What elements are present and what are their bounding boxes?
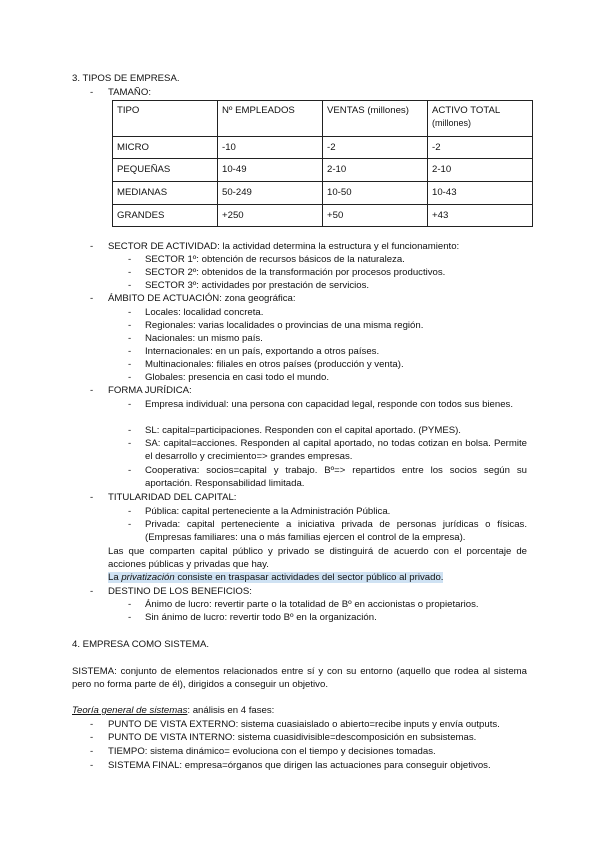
table-cell: GRANDES [113, 205, 218, 227]
list-item: TIEMPO: sistema dinámico= evoluciona con el tiempo y decisiones tomadas. [108, 746, 436, 757]
list-item: Cooperativa: socios=capital y trabajo. Bº=> repartidos entre los socios según su aportación. Responsabilidad limitada. [145, 465, 527, 489]
table-cell: -2 [428, 137, 533, 159]
bullet-dash: - [128, 333, 132, 344]
table-cell: 10-49 [218, 159, 323, 182]
size-table [112, 100, 533, 227]
list-item: Nacionales: un mismo país. [145, 333, 263, 344]
bullet-dash: - [128, 267, 132, 278]
table-row [113, 137, 533, 159]
bullet-dash: - [90, 732, 94, 743]
table-cell: 2-10 [323, 159, 428, 182]
bullet-dash: - [90, 719, 94, 730]
list-item: SL: capital=participaciones. Responden con el capital aportado. (PYMES). [145, 425, 461, 436]
teoria-line [72, 704, 274, 717]
list-item: Pública: capital perteneciente a la Administración Pública. [145, 506, 391, 517]
destino-label: DESTINO DE LOS BENEFICIOS: [108, 586, 252, 597]
privatizacion-word: privatización [121, 572, 175, 583]
sector-label: SECTOR DE ACTIVIDAD: la actividad determina la estructura y el funcionamiento: [108, 241, 460, 252]
privatizacion-line [108, 571, 443, 584]
bullet-dash: - [128, 254, 132, 265]
list-item: Privada: capital perteneciente a iniciativa privada de personas jurídicas o físicas. (Empresas familiares: una o más familias ejercen el control de la empresa). [145, 519, 527, 543]
table-cell: 50-249 [218, 182, 323, 205]
bullet-dash: - [128, 346, 132, 357]
list-item: Sin ánimo de lucro: revertir todo Bº en la organización. [145, 612, 377, 623]
list-item: SECTOR 3º: actividades por prestación de servicios. [145, 280, 370, 291]
bullet-dash: - [90, 586, 94, 597]
list-item: SECTOR 2º: obtenidos de la transformación por procesos productivos. [145, 267, 446, 278]
table-cell: -2 [323, 137, 428, 159]
list-item: SA: capital=acciones. Responden al capital aportado, no todas cotizan en bolsa. Permite el desarrollo y crecimiento=> grandes empresas. [145, 438, 527, 462]
teoria-label: Teoría general de sistemas [72, 705, 188, 716]
tamano-label: TAMAÑO: [108, 87, 151, 98]
table-cell: +43 [428, 205, 533, 227]
table-row [113, 182, 533, 205]
table-cell: MEDIANAS [113, 182, 218, 205]
list-item: PUNTO DE VISTA EXTERNO: sistema cuasiaislado o abierto=recibe inputs y envía outputs. [108, 719, 500, 730]
list-item: Globales: presencia en casi todo el mundo. [145, 372, 329, 383]
table-cell: MICRO [113, 137, 218, 159]
bullet-dash: - [128, 506, 132, 517]
bullet-dash: - [128, 519, 132, 530]
header-cell: VENTAS (millones) [323, 101, 428, 137]
table-cell: 10-43 [428, 182, 533, 205]
table-cell: PEQUEÑAS [113, 159, 218, 182]
sistema-definition: SISTEMA: conjunto de elementos relacionados entre sí y con su entorno (aquello que rodea al sistema pero no forma parte de él), dirigidos a conseguir un objetivo. [72, 666, 527, 690]
table-cell: +250 [218, 205, 323, 227]
bullet-dash: - [90, 760, 94, 771]
table-row [113, 159, 533, 182]
header-cell: Nº EMPLEADOS [218, 101, 323, 137]
section-4-title: 4. EMPRESA COMO SISTEMA. [72, 639, 210, 650]
section-3-title: 3. TIPOS DE EMPRESA. [72, 73, 180, 84]
privatizacion-post: consiste en traspasar actividades del sector público al privado. [174, 572, 444, 583]
bullet-dash: - [90, 385, 94, 396]
ambito-label: ÁMBITO DE ACTUACIÓN: zona geográfica: [108, 293, 296, 304]
list-item: Ánimo de lucro: revertir parte o la totalidad de Bº en accionistas o propietarios. [145, 599, 479, 610]
list-item: SECTOR 1º: obtención de recursos básicos de la naturaleza. [145, 254, 405, 265]
mixed-capital-note: Las que comparten capital público y privado se distinguirá de acuerdo con el porcentaje de acciones públicas y privadas que hay. [108, 546, 527, 570]
bullet-dash: - [128, 320, 132, 331]
bullet-dash: - [128, 438, 132, 449]
bullet-dash: - [90, 293, 94, 304]
list-item: Internacionales: en un país, exportando a otros países. [145, 346, 380, 357]
table-header-row [113, 101, 533, 137]
table-cell: 10-50 [323, 182, 428, 205]
privatizacion-pre: La [108, 572, 122, 583]
teoria-rest: : análisis en 4 fases: [187, 705, 275, 716]
bullet-dash: - [128, 599, 132, 610]
bullet-dash: - [90, 746, 94, 757]
bullet-dash: - [128, 372, 132, 383]
list-item: Locales: localidad concreta. [145, 307, 264, 318]
forma-label: FORMA JURÍDICA: [108, 385, 192, 396]
list-item: Regionales: varias localidades o provincias de una misma región. [145, 320, 424, 331]
bullet-dash: - [128, 307, 132, 318]
list-item: SISTEMA FINAL: empresa=órganos que dirigen las actuaciones para conseguir objetivos. [108, 760, 491, 771]
bullet-dash: - [128, 359, 132, 370]
bullet-dash: - [128, 399, 132, 410]
list-item: Empresa individual: una persona con capacidad legal, responde con todos sus bienes. [145, 399, 514, 410]
titularidad-label: TITULARIDAD DEL CAPITAL: [108, 492, 237, 503]
bullet-dash: - [128, 425, 132, 436]
list-item: PUNTO DE VISTA INTERNO: sistema cuasidivisible=descomposición en subsistemas. [108, 732, 477, 743]
bullet-dash: - [90, 492, 94, 503]
bullet-dash: - [90, 87, 94, 98]
header-cell: TIPO [113, 101, 218, 137]
header-activo-sub: (millones) [432, 118, 472, 128]
bullet-dash: - [128, 612, 132, 623]
header-activo: ACTIVO TOTAL [432, 105, 501, 116]
table-cell: -10 [218, 137, 323, 159]
table-row [113, 205, 533, 227]
table-cell: +50 [323, 205, 428, 227]
header-cell [428, 101, 533, 137]
bullet-dash: - [128, 465, 132, 476]
bullet-dash: - [128, 280, 132, 291]
list-item: Multinacionales: filiales en otros países (producción y venta). [145, 359, 404, 370]
table-cell: 2-10 [428, 159, 533, 182]
bullet-dash: - [90, 241, 94, 252]
